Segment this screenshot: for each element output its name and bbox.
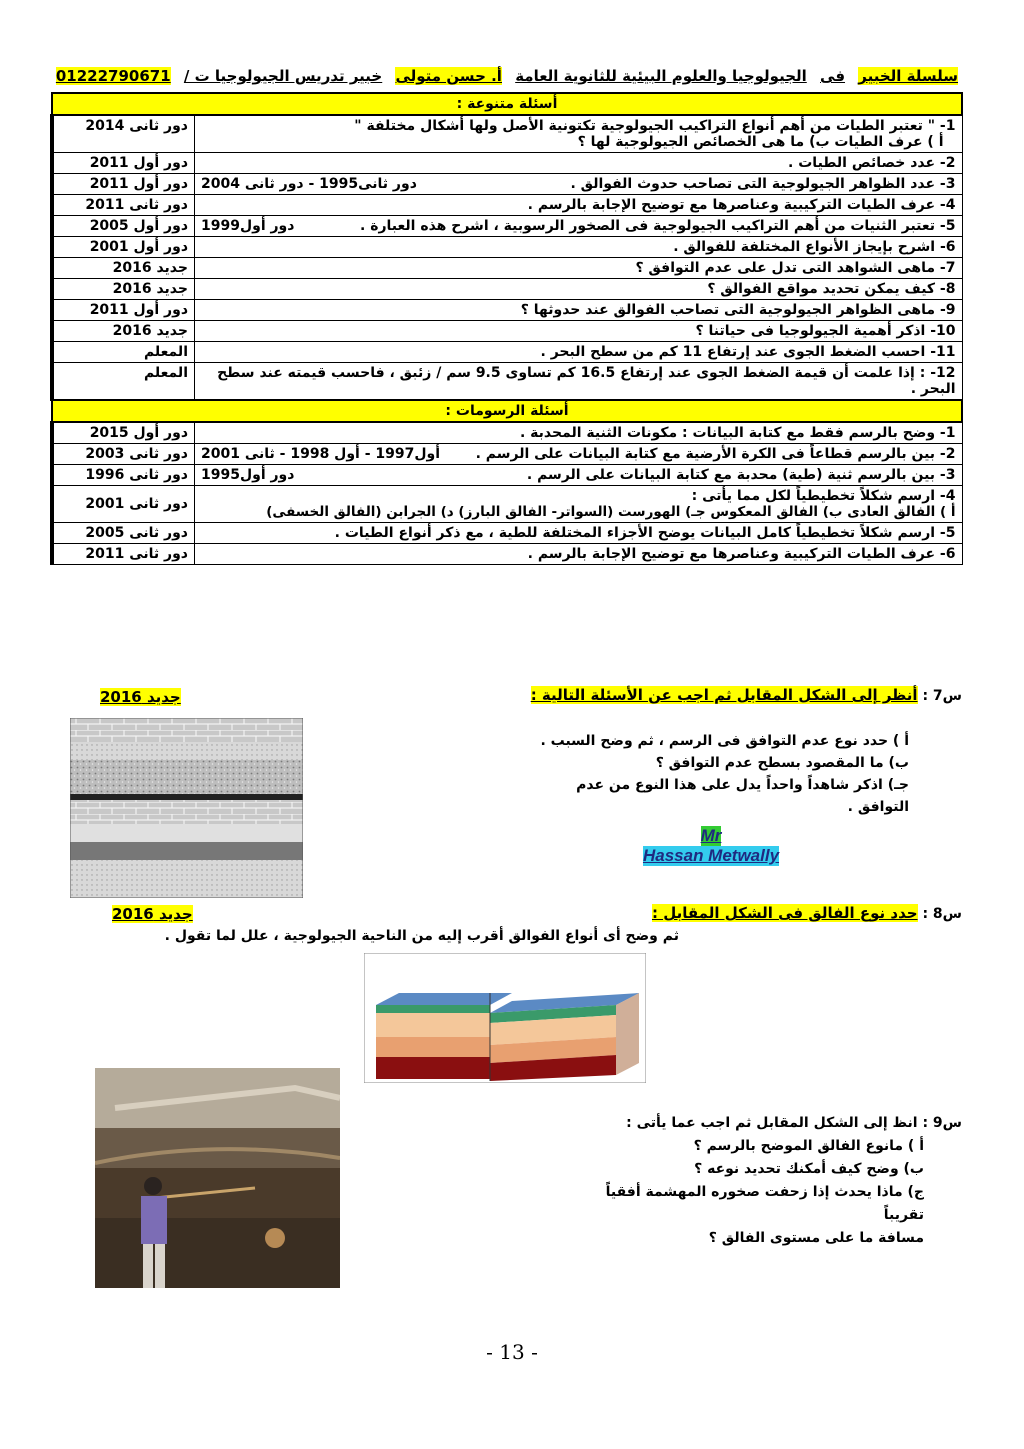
fault-photo	[95, 1068, 340, 1288]
question-year: جديد 2016	[52, 321, 195, 342]
q9-block	[562, 1112, 962, 1250]
question-cell	[195, 465, 963, 486]
q7-items	[509, 730, 909, 818]
q9-item: ب) وضح كيف أمكنك تحديد نوعه ؟	[694, 1161, 924, 1177]
question-year: المعلم	[52, 363, 195, 401]
q8-prompt: حدد نوع الفالق فى الشكل المقابل :	[651, 904, 918, 922]
question-years-extra: دور ثانى1995 - دور ثانى 2004	[201, 176, 417, 192]
question-cell	[195, 363, 963, 401]
question-row	[52, 237, 962, 258]
q7-tag: جديد 2016	[100, 688, 181, 706]
question-year: دور أول 2011	[52, 300, 195, 321]
question-text: 6- اشرح بإيجاز الأنواع المختلفة للفوالق .	[673, 239, 956, 255]
question-row	[52, 258, 962, 279]
q7-item: التوافق .	[847, 799, 909, 815]
question-text: 5- تعتبر الثنيات من أهم التراكيب الجيولوجية فى الصخور الرسوبية ، اشرح هذه العبارة .	[360, 218, 956, 234]
question-cell	[195, 486, 963, 523]
question-text: 5- ارسم شكلاً تخطيطياً كامل البيانات يوضح الأجزاء المختلفة للطية ، مع ذكر أنواع الطيات .	[334, 525, 956, 541]
question-text: 2- بين بالرسم قطاعاً فى الكرة الأرضية مع كتابة البيانات على الرسم .	[475, 446, 956, 462]
question-year: دور ثانى 2011	[52, 195, 195, 216]
question-years-extra: أول1997 - أول 1998 - ثانى 2001	[201, 446, 441, 462]
q8-line2: ثم وضح أى أنواع الفوالق أقرب إليه من الناحية الجيولوجية ، علل لما تقول .	[164, 928, 679, 944]
question-text: 4- ارسم شكلاً تخطيطياً لكل مما يأتى :	[691, 488, 956, 504]
question-year: المعلم	[52, 342, 195, 363]
question-year: جديد 2016	[52, 279, 195, 300]
q9-item: أ ) مانوع الفالق الموضح بالرسم ؟	[693, 1138, 924, 1154]
q9-label: س9 :	[922, 1115, 962, 1131]
q8-tag: جديد 2016	[112, 905, 193, 923]
question-row	[52, 300, 962, 321]
question-text: 8- كيف يمكن تحديد مواقع الفوالق ؟	[707, 281, 956, 297]
question-text: 12- : إذا علمت أن قيمة الضغط الجوى عند إرتفاع 16.5 كم تساوى 9.5 سم / زئبق ، فاحسب قيمته عند سطح	[217, 365, 956, 381]
teacher-name: أ. حسن متولى	[395, 67, 502, 85]
q7-item: ب) ما المقصود بسطح عدم التوافق ؟	[655, 755, 909, 771]
question-text: 1- وضح بالرسم فقط مع كتابة البيانات : مكونات الثنية المحدبة .	[519, 425, 956, 441]
section-title: أسئلة متنوعة :	[52, 93, 962, 115]
unconformity-figure	[70, 718, 303, 898]
phone-number: 01222790671	[55, 67, 171, 85]
question-year: دور أول 2011	[52, 153, 195, 174]
question-cell	[195, 216, 963, 237]
question-cell	[195, 300, 963, 321]
question-cell	[195, 444, 963, 465]
series-title: سلسلة الخبير	[858, 67, 958, 85]
signature-mr: Mr	[700, 826, 722, 845]
question-year: دور أول 2001	[52, 237, 195, 258]
question-cell	[195, 544, 963, 565]
question-row	[52, 195, 962, 216]
question-year: دور ثانى 2014	[52, 115, 195, 153]
question-cell	[195, 321, 963, 342]
question-row	[52, 321, 962, 342]
question-year: جديد 2016	[52, 258, 195, 279]
question-text: 7- ماهى الشواهد التى تدل على عدم التوافق ؟	[635, 260, 956, 276]
question-text: 6- عرف الطيات التركيبية وعناصرها مع توضيح الإجابة بالرسم .	[527, 546, 956, 562]
q7-item: جـ) اذكر شاهداً واحداً يدل على هذا النوع من عدم	[576, 777, 909, 793]
question-year: دور ثانى 1996	[52, 465, 195, 486]
question-row	[52, 444, 962, 465]
q9-prompt: انظ إلى الشكل المقابل ثم اجب عما يأتى :	[626, 1115, 918, 1131]
question-years-extra: دور أول1995	[201, 467, 295, 483]
question-year: دور أول 2011	[52, 174, 195, 195]
question-text: 11- احسب الضغط الجوى عند إرتفاع 11 كم من سطح البحر .	[540, 344, 956, 360]
signature	[636, 826, 786, 866]
question-text: 10- اذكر أهمية الجيولوجيا فى حياتنا ؟	[695, 323, 956, 339]
q9-header	[562, 1112, 962, 1135]
question-row	[52, 342, 962, 363]
question-text: البحر .	[910, 381, 956, 397]
section-header-row	[52, 400, 962, 422]
question-year: دور أول 2015	[52, 422, 195, 444]
question-text: 2- عدد خصائص الطيات .	[788, 155, 956, 171]
q7-prompt: أنظر إلى الشكل المقابل ثم اجب عن الأسئلة التالية :	[530, 686, 918, 704]
signature-name: Hassan Metwally	[642, 846, 780, 865]
question-text: 1- " تعتبر الطيات من أهم أنواع التراكيب الجيولوجية تكتونية الأصل ولها أشكال مختلفة "	[354, 118, 956, 134]
question-text: أ ) عرف الطيات ب) ما هى الخصائص الجيولوجية لها ؟	[577, 134, 944, 150]
question-years-extra: دور أول1999	[201, 218, 295, 234]
q7-header	[162, 686, 962, 710]
question-cell	[195, 195, 963, 216]
question-year: دور ثانى 2005	[52, 523, 195, 544]
question-year: دور أول 2005	[52, 216, 195, 237]
question-row	[52, 216, 962, 237]
question-row	[52, 279, 962, 300]
question-year: دور ثانى 2011	[52, 544, 195, 565]
questions-table	[50, 92, 963, 565]
question-row	[52, 363, 962, 401]
question-cell	[195, 342, 963, 363]
header-subject: الجيولوجيا والعلوم البيئية للثانوية العامة	[515, 67, 807, 85]
question-cell	[195, 258, 963, 279]
question-cell	[195, 279, 963, 300]
question-row	[52, 465, 962, 486]
q9-item: مسافة ما على مستوى الفالق ؟	[708, 1230, 924, 1246]
question-row	[52, 422, 962, 444]
question-text: أ ) الفالق العادى ب) الفالق المعكوس جـ) الهورست (السواتر- الفالق البارز) د) الجرابن (الفالق الخسفى)	[266, 504, 956, 520]
question-text: 4- عرف الطيات التركيبية وعناصرها مع توضيح الإجابة بالرسم .	[527, 197, 956, 213]
question-text: 9- ماهى الظواهر الجيولوجية التى تصاحب الفوالق عند حدوثها ؟	[520, 302, 956, 318]
section-title: أسئلة الرسومات :	[52, 400, 962, 422]
page-header	[55, 62, 962, 90]
question-cell	[195, 153, 963, 174]
question-year: دور ثانى 2001	[52, 486, 195, 523]
q7-label: س7 :	[922, 688, 962, 704]
q7-item: أ ) حدد نوع عدم التوافق فى الرسم ، ثم وضح السبب .	[540, 733, 909, 749]
question-row	[52, 115, 962, 153]
q8-header	[362, 904, 962, 922]
header-expert: خبير تدريس الجيولوجيا ت /	[183, 67, 383, 85]
question-year: دور ثانى 2003	[52, 444, 195, 465]
question-cell	[195, 174, 963, 195]
fault-block-figure	[364, 953, 646, 1083]
question-cell	[195, 237, 963, 258]
question-cell	[195, 422, 963, 444]
header-fe: فى	[820, 67, 846, 85]
question-row	[52, 153, 962, 174]
page-number: - 13 -	[486, 1340, 538, 1364]
q9-item: ج) ماذا يحدث إذا زحفت صخوره المهشمة أفقياً تقريباً	[605, 1184, 924, 1223]
question-cell	[195, 523, 963, 544]
question-text: 3- بين بالرسم ثنية (طية) محدبة مع كتابة البيانات على الرسم .	[526, 467, 956, 483]
question-row	[52, 523, 962, 544]
section-header-row	[52, 93, 962, 115]
q8-label: س8 :	[922, 906, 962, 922]
question-row	[52, 174, 962, 195]
question-cell	[195, 115, 963, 153]
question-row	[52, 486, 962, 523]
question-row	[52, 544, 962, 565]
question-text: 3- عدد الظواهر الجيولوجية التى تصاحب حدوث الفوالق .	[570, 176, 956, 192]
